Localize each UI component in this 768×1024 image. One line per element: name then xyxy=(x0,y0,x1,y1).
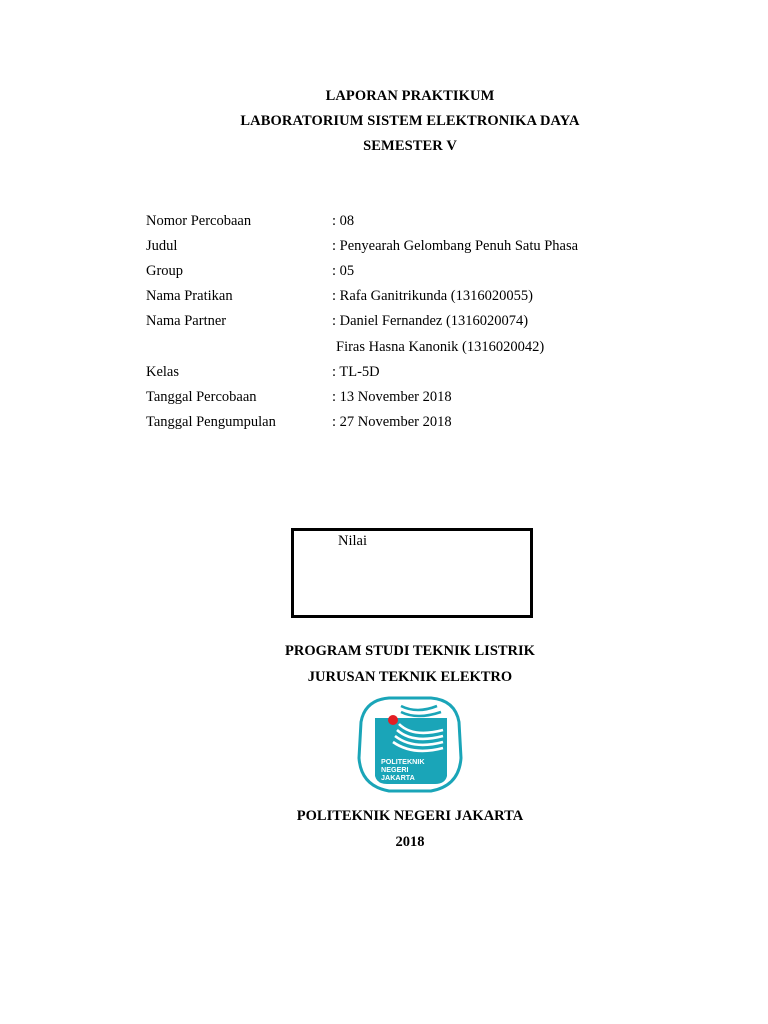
info-value: : Penyearah Gelombang Penuh Satu Phasa xyxy=(332,238,579,254)
grade-box xyxy=(291,528,533,618)
info-value: : TL-5D xyxy=(332,364,380,380)
logo-text-line1: POLITEKNIK xyxy=(381,757,425,766)
department: JURUSAN TEKNIK ELEKTRO xyxy=(307,669,513,685)
info-value: : 13 November 2018 xyxy=(332,389,452,405)
logo-red-dot xyxy=(388,715,398,725)
info-label: Tanggal Pengumpulan xyxy=(146,414,276,430)
info-label: Nomor Percobaan xyxy=(146,213,252,229)
info-label: Kelas xyxy=(146,364,180,380)
logo-text-line3: JAKARTA xyxy=(381,773,415,782)
info-row-nomor-percobaan xyxy=(146,213,666,235)
info-row-nama-pratikan xyxy=(146,288,666,310)
info-value: Firas Hasna Kanonik (1316020042) xyxy=(336,339,545,355)
logo-text-line2: NEGERI xyxy=(381,765,409,774)
info-row-group xyxy=(146,263,666,285)
pnj-logo xyxy=(351,694,469,794)
info-row-nama-partner xyxy=(146,313,666,335)
info-value: : Daniel Fernandez (1316020074) xyxy=(332,313,529,329)
laboratory-name: LABORATORIUM SISTEM ELEKTRONIKA DAYA xyxy=(240,113,580,129)
info-row-judul xyxy=(146,238,666,260)
info-label: Tanggal Percobaan xyxy=(146,389,257,405)
report-title: LAPORAN PRAKTIKUM xyxy=(325,88,495,104)
info-row-kelas xyxy=(146,364,666,386)
info-label: Nama Pratikan xyxy=(146,288,233,304)
report-year: 2018 xyxy=(395,834,425,850)
semester: SEMESTER V xyxy=(363,138,457,154)
info-label: Nama Partner xyxy=(146,313,227,329)
grade-label: Nilai xyxy=(338,533,367,549)
info-label: Group xyxy=(146,263,184,279)
info-row-tanggal-pengumpulan xyxy=(146,414,666,436)
info-value: : Rafa Ganitrikunda (1316020055) xyxy=(332,288,533,304)
info-row-tanggal-percobaan xyxy=(146,389,666,411)
info-value: : 08 xyxy=(332,213,355,229)
info-label: Judul xyxy=(146,238,178,254)
info-row-partner-2 xyxy=(146,339,666,361)
study-program: PROGRAM STUDI TEKNIK LISTRIK xyxy=(285,643,535,659)
info-value: : 05 xyxy=(332,263,355,279)
info-value: : 27 November 2018 xyxy=(332,414,452,430)
institution-name: POLITEKNIK NEGERI JAKARTA xyxy=(296,808,524,824)
